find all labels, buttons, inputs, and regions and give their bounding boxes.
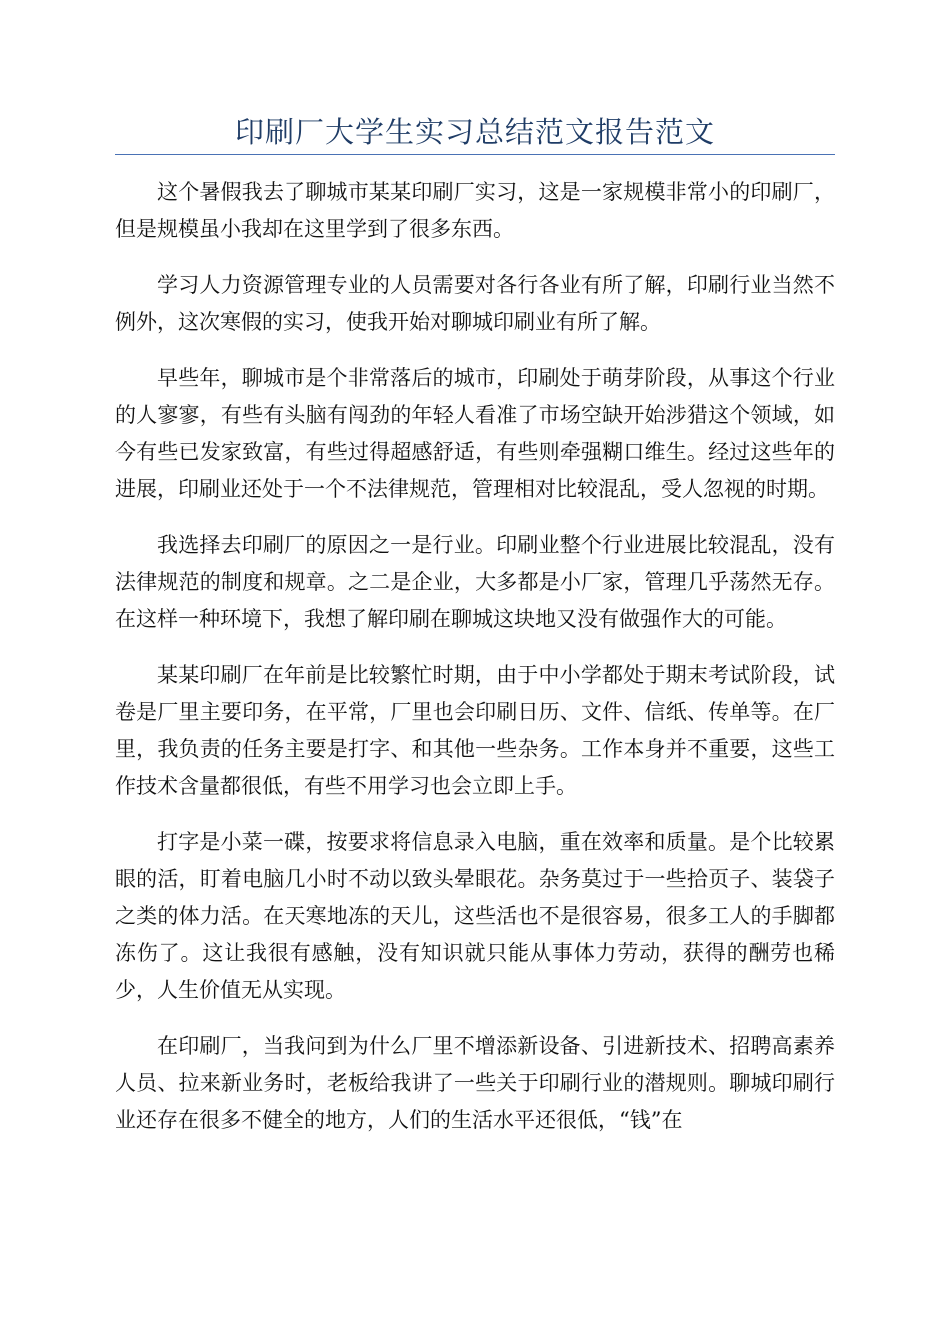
paragraph: 在印刷厂，当我问到为什么厂里不增添新设备、引进新技术、招聘高素养人员、拉来新业务时，老板给我讲了一些关于印刷行业的潜规则。聊城印刷行业还存在很多不健全的地方，人们的生活水平还很低，“钱”在 bbox=[115, 1034, 835, 1132]
paragraph: 这个暑假我去了聊城市某某印刷厂实习，这是一家规模非常小的印刷厂，但是规模虽小我却在这里学到了很多东西。 bbox=[115, 180, 835, 241]
document-title: 印刷厂大学生实习总结范文报告范文 bbox=[234, 115, 715, 149]
title-underline bbox=[115, 154, 835, 155]
paragraph: 我选择去印刷厂的原因之一是行业。印刷业整个行业进展比较混乱，没有法律规范的制度和规章。之二是企业，大多都是小厂家，管理几乎荡然无存。在这样一种环境下，我想了解印刷在聊城这块地又没有做强作大的可能。 bbox=[115, 533, 835, 631]
paragraph: 早些年，聊城市是个非常落后的城市，印刷处于萌芽阶段，从事这个行业的人寥寥，有些有头脑有闯劲的年轻人看准了市场空缺开始涉猎这个领域，如今有些已发家致富，有些过得超感舒适，有些则牵强糊口维生。经过这些年的进展，印刷业还处于一个不法律规范，管理相对比较混乱，受人忽视的时期。 bbox=[115, 366, 835, 501]
paragraph: 打字是小菜一碟，按要求将信息录入电脑，重在效率和质量。是个比较累眼的活，盯着电脑几小时不动以致头晕眼花。杂务莫过于一些拾页子、装袋子之类的体力活。在天寒地冻的天儿，这些活也不是很容易，很多工人的手脚都冻伤了。这让我很有感触，没有知识就只能从事体力劳动，获得的酬劳也稀少，人生价值无从实现。 bbox=[115, 830, 835, 1002]
document-body bbox=[115, 174, 835, 1158]
paragraph: 某某印刷厂在年前是比较繁忙时期，由于中小学都处于期末考试阶段，试卷是厂里主要印务，在平常，厂里也会印刷日历、文件、信纸、传单等。在厂里，我负责的任务主要是打字、和其他一些杂务。工作本身并不重要，这些工作技术含量都很低，有些不用学习也会立即上手。 bbox=[115, 663, 835, 798]
paragraph: 学习人力资源管理专业的人员需要对各行各业有所了解，印刷行业当然不例外，这次寒假的实习，使我开始对聊城印刷业有所了解。 bbox=[115, 273, 835, 334]
